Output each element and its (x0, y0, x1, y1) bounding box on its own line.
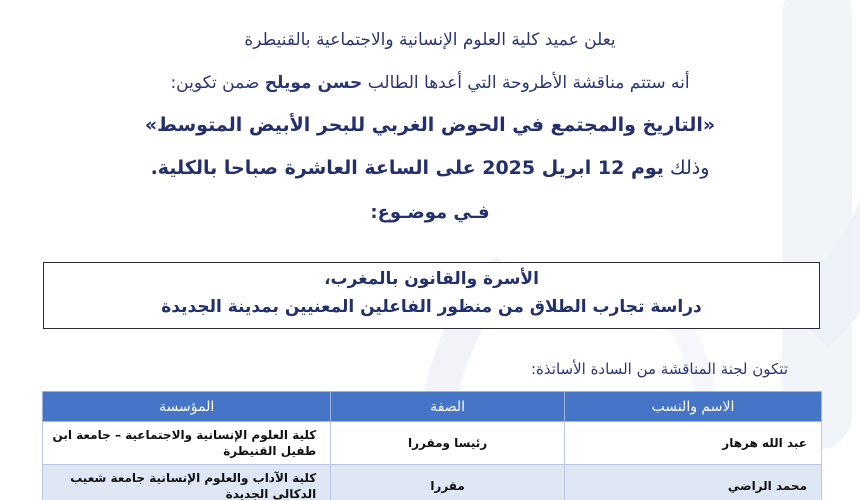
member-institution: كلية العلوم الإنسانية والاجتماعية – جامعة ابن طفيل القنيطرة (43, 422, 331, 465)
announcement-intro: يعلن عميد كلية العلوم الإنسانية والاجتماعية بالقنيطرة (244, 30, 616, 50)
thesis-title-line-2: دراسة تجارب الطلاق من منظور الفاعلين المعنيين بمدينة الجديدة (161, 297, 702, 317)
member-role: مقررا (331, 465, 565, 500)
member-institution: كلية الآداب والعلوم الإنسانية جامعة شعيب الدكالي الجديدة (43, 465, 331, 500)
committee-table-header (43, 392, 822, 422)
committee-table (42, 391, 822, 500)
header-institution: المؤسسة (43, 392, 331, 422)
member-name: محمد الراضي (564, 465, 821, 500)
date-line-prefix: وذلك (663, 157, 710, 179)
program-title: «التاريخ والمجتمع في الحوض الغربي للبحر الأبيض المتوسط» (144, 114, 716, 136)
topic-heading: فـي موضـوع: (370, 202, 490, 223)
member-role: رئيسا ومقررا (331, 422, 565, 465)
student-line-suffix: ضمن تكوين: (170, 73, 265, 93)
announcement-student-line (0, 73, 860, 93)
defense-date-time: يوم 12 ابريل 2025 على الساعة العاشرة صباحا بالكلية. (150, 157, 664, 179)
thesis-topic-box (43, 262, 820, 329)
student-line-prefix: أنه ستتم مناقشة الأطروحة التي أعدها الطالب (362, 73, 690, 93)
member-name: عبد الله هرهار (564, 422, 821, 465)
defense-date-line (0, 157, 860, 179)
header-role: الصفة (331, 392, 565, 422)
table-row (43, 465, 822, 500)
student-name: حسن مويلح (264, 73, 363, 93)
thesis-title-line-1: الأسرة والقانون بالمغرب، (324, 269, 539, 289)
committee-intro: تتكون لجنة المناقشة من السادة الأساتذة: (530, 360, 788, 378)
header-name: الاسم والنسب (564, 392, 821, 422)
table-row (43, 422, 822, 465)
